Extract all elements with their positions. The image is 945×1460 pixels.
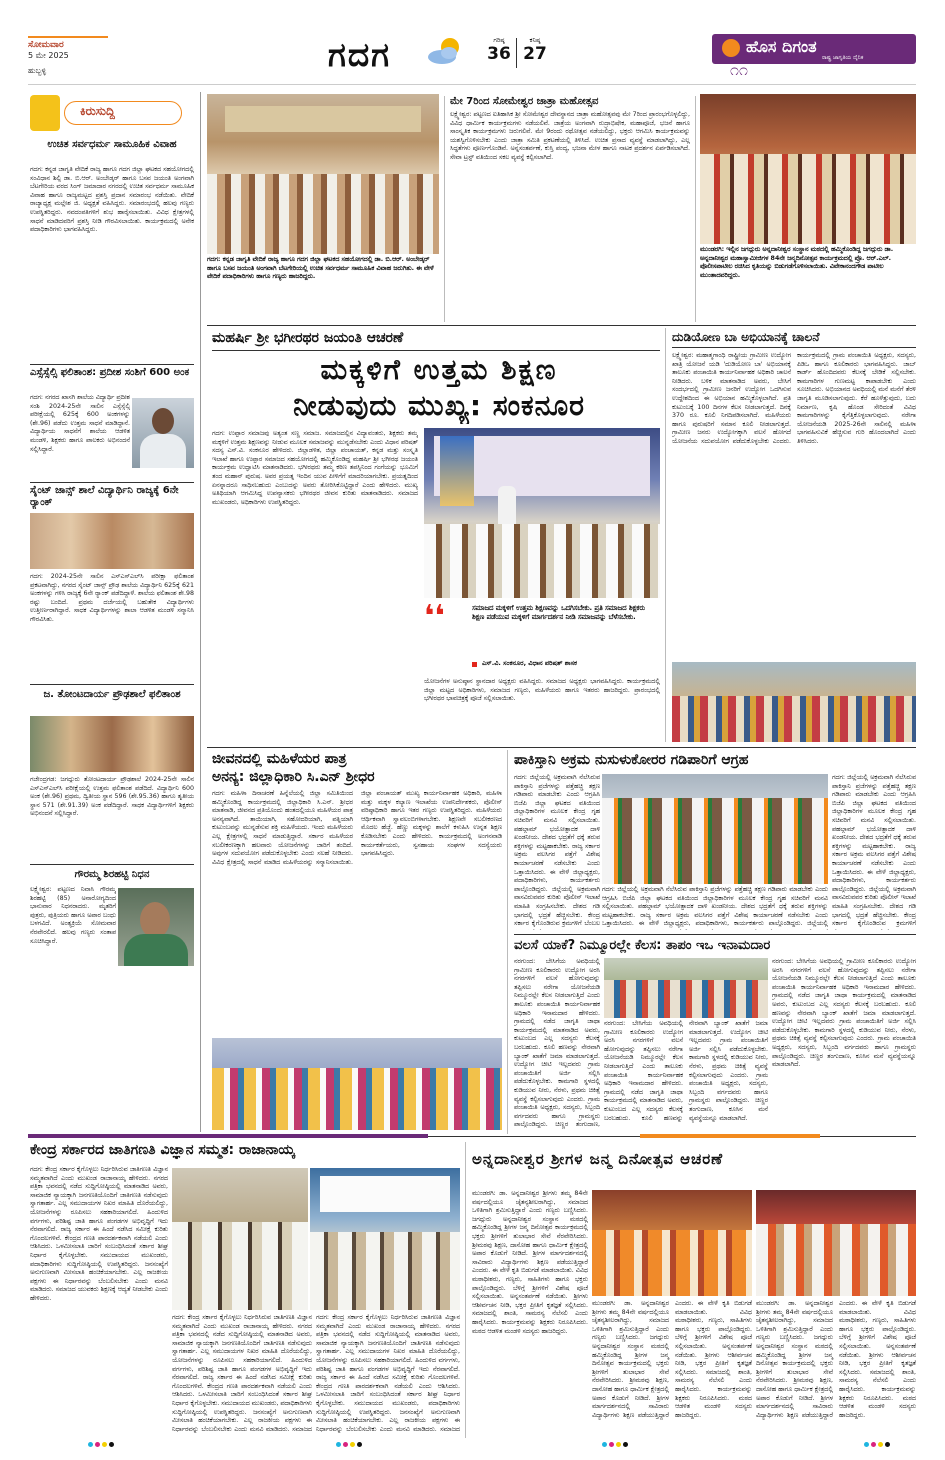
student-photo bbox=[132, 398, 194, 468]
s4-title: ಜ. ತೋಂಟದಾರ್ಯ ಪ್ರೌಢಶಾಲೆ ಫಲಿತಾಂಶ bbox=[43, 689, 181, 700]
s2-title: ಎಸ್ಸೆಸ್ಸೆಲ್ಸಿ ಫಲಿತಾಂಶ: ಪ್ರದೀಶ ಸಂಶಿಗೆ 600 ಅಂಕ bbox=[30, 367, 190, 378]
birthday-title: ಅನ್ನದಾನೀಶ್ವರ ಶ್ರೀಗಳ ಜನ್ಮ ದಿನೋತ್ಸವ ಆಚರಣೆ bbox=[472, 1150, 724, 1168]
pak-photo bbox=[602, 774, 828, 884]
women-title-2: ಅನನ್ಯ: ಜಿಲ್ಲಾಧಿಕಾರಿ ಸಿ.ಎನ್ ಶ್ರೀಧರ bbox=[212, 769, 375, 785]
migration-title: ವಲಸೆ ಯಾಕೆ? ನಿಮ್ಮೂರಲ್ಲೇ ಕೆಲಸ: ತಾಪಂ ಇಒ ಇನಾಮದಾರ bbox=[514, 938, 771, 953]
birthday-text-1: ಮುಂಡರಗಿ: ಡಾ. ಅನ್ನದಾನೀಶ್ವರ ಶ್ರೀಗಳು ತಮ್ಮ 84ನೇ ವರ್ಷದಲ್ಲಿಯೂ ಚೈತನ್ಯಶೀಲರಾಗಿದ್ದು, ಸಮಾಜದ ಒಳಿತಿಗಾಗಿ ಶ್ರಮಿಸುತ್ತಿದ್ದಾರೆ ಎಂದು ಗಣ್ಯರು ಬಣ್ಣಿಸಿದರು. ಜಗದ್ಗುರು ಅನ್ನದಾನೀಶ್ವರ ಸಂಸ್ಥಾನ ಮಠದಲ್ಲಿ ಹಮ್ಮಿಕೊಂಡಿದ್ದ ಶ್ರೀಗಳ ಜನ್ಮ ದಿನೋತ್ಸವ ಕಾರ್ಯಕ್ರಮದಲ್ಲಿ ಭಕ್ತರು ಶ್ರೀಗಳಿಗೆ ತುಲಾಭಾರ ಸೇವೆ ನೆರವೇರಿಸಿದರು. ಶ್ರೀಮಠವು ಶಿಕ್ಷಣ, ದಾಸೋಹ ಹಾಗೂ ಧಾರ್ಮಿಕ ಕ್ಷೇತ್ರದಲ್ಲಿ ಅಪಾರ ಕೊಡುಗೆ ನೀಡಿದೆ. ಶ್ರೀಗಳ ಮಾರ್ಗದರ್ಶನದಲ್ಲಿ ಸಾವಿರಾರು ವಿದ್ಯಾರ್ಥಿಗಳು ಶಿಕ್ಷಣ ಪಡೆಯುತ್ತಿದ್ದಾರೆ ಎಂದರು. ಈ ವೇಳೆ ಕೃತಿ ಬಿಡುಗಡೆ ಮಾಡಲಾಯಿತು. ವಿವಿಧ ಮಠಾಧೀಶರು, ಗಣ್ಯರು, ಸಾಹಿತಿಗಳು ಹಾಗೂ ಭಕ್ತರು ಪಾಲ್ಗೊಂಡಿದ್ದರು. ಬೆಳಿಗ್ಗೆ ಶ್ರೀಗಳಿಗೆ ವಿಶೇಷ ಪೂಜೆ ಸಲ್ಲಿಸಲಾಯಿತು. ಅನ್ನಸಂತರ್ಪಣೆ ನಡೆಯಿತು. ಶ್ರೀಗಳು ಆಶೀರ್ವಚನ ನೀಡಿ, ಭಕ್ತರ ಪ್ರೀತಿಗೆ ಕೃತಜ್ಞತೆ ಸಲ್ಲಿಸಿದರು. ಸಮಾಜದಲ್ಲಿ ಶಾಂತಿ, ಸಾಮರಸ್ಯ ನೆಲೆಸಲಿ ಎಂದು ಹಾರೈಸಿದರು. ಕಾರ್ಯಕ್ರಮವನ್ನು ಶಿಕ್ಷಕರು ನಿರೂಪಿಸಿದರು. ಮಠದ ಆಡಳಿತ ಮಂಡಳಿ ಸದಸ್ಯರು ಹಾಜರಿದ್ದರು. bbox=[472, 1190, 588, 1335]
feature-text-2: ಯೋಜನೆಗಳ ಅನುಷ್ಠಾನ ಸ್ಥಾನದಾರ ಅಧ್ಯಕ್ಷರು ವಹಿಸಿದ್ದರು. ಸಮಾಜದ ಅಧ್ಯಕ್ಷರು ಭಾಗವಹಿಸಿದ್ದರು. ಕಾರ್ಯಕ್ರಮದಲ್ಲಿ ಜಿಲ್ಲಾ ಮಟ್ಟದ ಅಧಿಕಾರಿಗಳು, ಸಮಾಜದ ಗಣ್ಯರು, ಮಹಿಳೆಯರು ಹಾಗೂ ಇತರರು ಹಾಜರಿದ್ದರು. ಪ್ರಾರಂಭದಲ್ಲಿ ಭಗೀರಥರ ಭಾವಚಿತ್ರಕ್ಕೆ ಪೂಜೆ ಸಲ್ಲಿಸಲಾಯಿತು. bbox=[424, 678, 660, 703]
masthead-rule bbox=[28, 84, 916, 85]
feature-text: ಗದಗ: ಉಪ್ಪಾರ ಸಮಾಜವು ಅತ್ಯಂತ ಸಣ್ಣ ಸಮಾಜ. ಸಮಾಜದಲ್ಲಿನ ವಿದ್ಯಾವಂತರು, ಶಿಕ್ಷಕರು ತಮ್ಮ ಮಕ್ಕಳಿಗೆ ಉತ್ತಮ ಶಿಕ್ಷಣವನ್ನು ನೀಡುವ ಮೂಲಕ ಸಮಾಜವನ್ನು ಮುನ್ನಡೆಸಬೇಕು ಎಂದು ವಿಧಾನ ಪರಿಷತ್ ಸದಸ್ಯ ಎಸ್.ವಿ. ಸಂಕನೂರ ಹೇಳಿದರು. ಜಿಲ್ಲಾಡಳಿತ, ಜಿಲ್ಲಾ ಪಂಚಾಯತ್, ಕನ್ನಡ ಮತ್ತು ಸಂಸ್ಕೃತಿ ಇಲಾಖೆ ಹಾಗೂ ಉಪ್ಪಾರ ಸಮಾಜದ ಸಹಯೋಗದಲ್ಲಿ ಹಮ್ಮಿಕೊಂಡಿದ್ದ ಮಹರ್ಷಿ ಶ್ರೀ ಭಗೀರಥ ಜಯಂತಿ ಕಾರ್ಯಕ್ರಮ ಉದ್ಘಾಟಿಸಿ ಮಾತನಾಡಿದರು. ಭಗೀರಥರು ತಮ್ಮ ಕಠಿಣ ತಪಸ್ಸಿನಿಂದ ಗಂಗೆಯನ್ನು ಭೂಮಿಗೆ ತಂದ ಮಹಾನ್ ಪುರುಷ. ಅವರ ಪ್ರಯತ್ನ ಇಂದಿನ ಯುವ ಪೀಳಿಗೆಗೆ ಮಾದರಿಯಾಗಬೇಕು. ಪ್ರಯತ್ನದಿಂದ ಏನನ್ನಾದರೂ ಸಾಧಿಸಬಹುದು ಎಂಬುದನ್ನು ಅವರು ತೋರಿಸಿಕೊಟ್ಟಿದ್ದಾರೆ ಎಂದು ಹೇಳಿದರು. ಮುಖ್ಯ ಅತಿಥಿಯಾಗಿ ಆಗಮಿಸಿದ್ದ ಉಪನ್ಯಾಸಕರು ಭಗೀರಥರ ಜೀವನ ಕುರಿತು ಮಾತನಾಡಿದರು. ಸಮಾಜದ ಮುಖಂಡರು, ಅಧಿಕಾರಿಗಳು ಉಪಸ್ಥಿತರಿದ್ದರು. bbox=[212, 430, 418, 506]
feature-kicker-rule bbox=[212, 350, 660, 351]
s2-text: ಗದಗ: ನಗರದ ಖಾಸಗಿ ಶಾಲೆಯ ವಿದ್ಯಾರ್ಥಿ ಪ್ರದೀಶ ಸಂಶಿ 2024-25ನೇ ಸಾಲಿನ ಎಸ್ಸೆಸ್ಸೆಲ್ಸಿ ಪರೀಕ್ಷೆಯಲ್ಲಿ 625ಕ್ಕೆ 600 ಅಂಕಗಳನ್ನು (ಶೇ.96) ಪಡೆದು ಉತ್ತಮ ಸಾಧನೆ ಮಾಡಿದ್ದಾನೆ. ವಿದ್ಯಾರ್ಥಿಯ ಸಾಧನೆಗೆ ಶಾಲೆಯ ಆಡಳಿತ ಮಂಡಳಿ, ಶಿಕ್ಷಕರು ಹಾಗೂ ಪಾಲಕರು ಅಭಿನಂದನೆ ಸಲ್ಲಿಸಿದ್ದಾರೆ. bbox=[30, 394, 130, 453]
weather-icon bbox=[424, 36, 468, 66]
s3-title: ಸೈಂಟ್ ಜಾನ್ಸ್ ಶಾಲೆ ವಿದ್ಯಾರ್ಥಿನಿ ರಾಜ್ಯಕ್ಕೆ 6ನೇ ರ್‍ಯಾಂಕ್ bbox=[30, 485, 179, 508]
caste-text-3: ಗದಗ: ಕೇಂದ್ರ ಸರ್ಕಾರ ಕೈಗೊಳ್ಳಲು ನಿರ್ಧರಿಸಿರುವ ಜಾತಿಗಣತಿ ವಿಜ್ಞಾನ ಸಮ್ಮತವಾಗಿದೆ ಎಂದು ಮುಖಂಡ ರಾಜಾನಾಯ್ಕ ಹೇಳಿದರು. ನಗರದ ಪತ್ರಿಕಾ ಭವನದಲ್ಲಿ ನಡೆದ ಸುದ್ದಿಗೋಷ್ಠಿಯಲ್ಲಿ ಮಾತನಾಡಿದ ಅವರು, ಸಾಮಾಜಿಕ ನ್ಯಾಯಕ್ಕಾಗಿ ಜನಗಣತಿಯೊಂದಿಗೆ ಜಾತಿಗಣತಿ ನಡೆಸುವುದು ಸ್ವಾಗತಾರ್ಹ. ಎಲ್ಲ ಸಮುದಾಯಗಳ ನಿಖರ ಮಾಹಿತಿ ದೊರೆಯಲಿದ್ದು, ಯೋಜನೆಗಳನ್ನು ರೂಪಿಸಲು ಸಹಕಾರಿಯಾಗಲಿದೆ. ಹಿಂದುಳಿದ ವರ್ಗಗಳು, ಪರಿಶಿಷ್ಟ ಜಾತಿ ಹಾಗೂ ಪಂಗಡಗಳ ಅಭಿವೃದ್ಧಿಗೆ ಇದು ನೆರವಾಗಲಿದೆ. ರಾಜ್ಯ ಸರ್ಕಾರ ಈ ಹಿಂದೆ ನಡೆಸಿದ ಸಮೀಕ್ಷೆ ಕುರಿತು ಗೊಂದಲಗಳಿವೆ. ಕೇಂದ್ರದ ಗಣತಿ ಪಾರದರ್ಶಕವಾಗಿ ನಡೆಯಲಿ ಎಂದು ಆಶಿಸಿದರು. ಒಳಮೀಸಲಾತಿ ಜಾರಿಗೆ ಸಂಬಂಧಿಸಿದಂತೆ ಸರ್ಕಾರ ಶೀಘ್ರ ನಿರ್ಧಾರ ಕೈಗೊಳ್ಳಬೇಕು. ಸಮುದಾಯದ ಮುಖಂಡರು, ಪದಾಧಿಕಾರಿಗಳು ಸುದ್ದಿಗೋಷ್ಠಿಯಲ್ಲಿ ಉಪಸ್ಥಿತರಿದ್ದರು. ಜನಸಂಖ್ಯೆಗೆ ಅನುಗುಣವಾಗಿ ಮೀಸಲಾತಿ ಹಂಚಿಕೆಯಾಗಬೇಕು. ಎಲ್ಲ ರಾಜಕೀಯ ಪಕ್ಷಗಳು ಈ ನಿರ್ಧಾರವನ್ನು ಬೆಂಬಲಿಸಬೇಕು ಎಂದು ಮನವಿ ಮಾಡಿದರು. ಸಮಾಜದ bbox=[316, 1314, 460, 1433]
press-meet-seated bbox=[172, 1222, 308, 1310]
migration-text-2: ನರಗುಂದ: ಬೇಸಿಗೆಯ ಅವಧಿಯಲ್ಲಿ ಗ್ರಾಮೀಣ ಕೂಲಿಕಾರರು ಉದ್ಯೋಗ ಅರಸಿ ನಗರಗಳಿಗೆ ವಲಸೆ ಹೋಗುವುದನ್ನು ತಪ್ಪಿಸಲು ನರೇಗಾ ಯೋಜನೆಯಡಿ ನಿಮ್ಮೂರಲ್ಲೇ ಕೆಲಸ ನೀಡಲಾಗುತ್ತಿದೆ ಎಂದು ತಾಲೂಕು ಪಂಚಾಯಿತಿ ಕಾರ್ಯನಿರ್ವಾಹಕ ಅಧಿಕಾರಿ ಇನಾಮದಾರ ಹೇಳಿದರು. ಗ್ರಾಮದಲ್ಲಿ ನಡೆದ ಜಾಗೃತಿ ಜಾಥಾ ಕಾರ್ಯಕ್ರಮದಲ್ಲಿ ಮಾತನಾಡಿದ ಅವರು, ಕುಟುಂಬದ ಎಲ್ಲ ಸದಸ್ಯರು ಕೆಲಸಕ್ಕೆ ಬರಬಹುದು. ಕೂಲಿ ಹಣವನ್ನು ನೇರವಾಗಿ ಬ್ಯಾಂಕ್ ಖಾತೆಗೆ ಜಮಾ ಮಾಡಲಾಗುತ್ತದೆ. ಉದ್ಯೋಗ ಚೀಟಿ ಇಲ್ಲದವರು ಗ್ರಾಮ ಪಂಚಾಯಿತಿಗೆ ಅರ್ಜಿ ಸಲ್ಲಿಸಿ ಪಡೆದುಕೊಳ್ಳಬೇಕು. ಕಾಮಗಾರಿ ಸ್ಥಳದಲ್ಲಿ ಕುಡಿಯುವ ನೀರು, ನೆರಳು, ಪ್ರಥಮ ಚಿಕಿತ್ಸೆ ವ್ಯವಸ್ಥೆ ಕಲ್ಪಿಸಲಾಗುವುದು ಎಂದರು. ಗ್ರಾಮ ಪಂಚಾಯಿತಿ ಅಧ್ಯಕ್ಷರು, ಸದಸ್ಯರು, ಸಿಬ್ಬಂದಿ ವರ್ಗದವರು ಹಾಗೂ ಗ್ರಾಮಸ್ಥರು ಪಾಲ್ಗೊಂಡಿದ್ದರು. ಚಿಣ್ಣರ ತಂಗುದಾಣ, ಕೂಸಿನ ಮನೆ ವ್ಯವಸ್ಥೆಯನ್ನೂ ಮಾಡಲಾಗಿದೆ. bbox=[604, 1020, 768, 1122]
press-meet-banner bbox=[320, 1176, 450, 1212]
wedding-banner bbox=[225, 106, 421, 132]
pak-bottom-rule bbox=[514, 934, 916, 935]
min-temp-label: ಕನಿಷ್ಠ bbox=[529, 36, 541, 44]
student-shirt bbox=[140, 434, 186, 468]
day-label: ಸೋಮವಾರ bbox=[28, 40, 64, 50]
feature-photo bbox=[424, 428, 660, 598]
brand-label: ಕಿರುಸುದ್ದಿ bbox=[80, 104, 115, 118]
max-temp-block bbox=[484, 36, 514, 65]
feature-quote-box bbox=[424, 599, 656, 674]
jatre-title: ಮೇ 7ರಿಂದ ಸೋಮೇಶ್ವರ ಜಾತ್ರಾ ಮಹೋತ್ಸವ bbox=[450, 96, 599, 107]
bhagiratha-banner-figure bbox=[440, 436, 474, 506]
obituary-face bbox=[140, 902, 170, 938]
lower-accent-bar-left bbox=[28, 1134, 428, 1138]
s3-rule bbox=[30, 684, 194, 685]
caste-title: ಕೇಂದ್ರ ಸರ್ಕಾರದ ಜಾತಿಗಣತಿ ವಿಜ್ಞಾನ ಸಮ್ಮತ: ರಾಜಾನಾಯ್ಕ bbox=[30, 1142, 295, 1158]
page-title: ಗದಗ bbox=[328, 35, 392, 74]
birthday-text-2: ಮುಂಡರಗಿ: ಡಾ. ಅನ್ನದಾನೀಶ್ವರ ಶ್ರೀಗಳು ತಮ್ಮ 84ನೇ ವರ್ಷದಲ್ಲಿಯೂ ಚೈತನ್ಯಶೀಲರಾಗಿದ್ದು, ಸಮಾಜದ ಒಳಿತಿಗಾಗಿ ಶ್ರಮಿಸುತ್ತಿದ್ದಾರೆ ಎಂದು ಗಣ್ಯರು ಬಣ್ಣಿಸಿದರು. ಜಗದ್ಗುರು ಅನ್ನದಾನೀಶ್ವರ ಸಂಸ್ಥಾನ ಮಠದಲ್ಲಿ ಹಮ್ಮಿಕೊಂಡಿದ್ದ ಶ್ರೀಗಳ ಜನ್ಮ ದಿನೋತ್ಸವ ಕಾರ್ಯಕ್ರಮದಲ್ಲಿ ಭಕ್ತರು ಶ್ರೀಗಳಿಗೆ ತುಲಾಭಾರ ಸೇವೆ ನೆರವೇರಿಸಿದರು. ಶ್ರೀಮಠವು ಶಿಕ್ಷಣ, ದಾಸೋಹ ಹಾಗೂ ಧಾರ್ಮಿಕ ಕ್ಷೇತ್ರದಲ್ಲಿ ಅಪಾರ ಕೊಡುಗೆ ನೀಡಿದೆ. ಶ್ರೀಗಳ ಮಾರ್ಗದರ್ಶನದಲ್ಲಿ ಸಾವಿರಾರು ವಿದ್ಯಾರ್ಥಿಗಳು ಶಿಕ್ಷಣ ಪಡೆಯುತ್ತಿದ್ದಾರೆ ಎಂದರು. ಈ ವೇಳೆ ಕೃತಿ ಬಿಡುಗಡೆ ಮಾಡಲಾಯಿತು. ವಿವಿಧ ಮಠಾಧೀಶರು, ಗಣ್ಯರು, ಸಾಹಿತಿಗಳು ಹಾಗೂ ಭಕ್ತರು ಪಾಲ್ಗೊಂಡಿದ್ದರು. ಬೆಳಿಗ್ಗೆ ಶ್ರೀಗಳಿಗೆ ವಿಶೇಷ ಪೂಜೆ ಸಲ್ಲಿಸಲಾಯಿತು. ಅನ್ನಸಂತರ್ಪಣೆ ನಡೆಯಿತು. ಶ್ರೀಗಳು ಆಶೀರ್ವಚನ ನೀಡಿ, ಭಕ್ತರ ಪ್ರೀತಿಗೆ ಕೃತಜ್ಞತೆ ಸಲ್ಲಿಸಿದರು. ಸಮಾಜದಲ್ಲಿ ಶಾಂತಿ, ಸಾಮರಸ್ಯ ನೆಲೆಸಲಿ ಎಂದು ಹಾರೈಸಿದರು. ಕಾರ್ಯಕ್ರಮವನ್ನು ಶಿಕ್ಷಕರು ನಿರೂಪಿಸಿದರು. ಮಠದ ಆಡಳಿತ ಮಂಡಳಿ ಸದಸ್ಯರು ಹಾಜರಿದ್ದರು. bbox=[592, 1300, 752, 1419]
registration-dots-mid bbox=[336, 1442, 362, 1447]
pak-text-2: ಗದಗ: ಜಿಲ್ಲೆಯಲ್ಲಿ ಅಕ್ರಮವಾಗಿ ನೆಲೆಸಿರುವ ಪಾಕಿಸ್ತಾನಿ ಪ್ರಜೆಗಳನ್ನು ಪತ್ತೆಹಚ್ಚಿ ತಕ್ಷಣ ಗಡಿಪಾರು ಮಾಡಬೇಕು ಎಂದು ಆಗ್ರಹಿಸಿ ಬಿಜೆಪಿ ಜಿಲ್ಲಾ ಘಟಕದ ವತಿಯಿಂದ ಜಿಲ್ಲಾಧಿಕಾರಿಗಳ ಮೂಲಕ ಕೇಂದ್ರ ಗೃಹ ಸಚಿವರಿಗೆ ಮನವಿ ಸಲ್ಲಿಸಲಾಯಿತು. ಪಹಲ್ಗಾಮ್ ಭಯೋತ್ಪಾದಕ ದಾಳಿ ಖಂಡನೀಯ. ದೇಶದ ಭದ್ರತೆಗೆ ಧಕ್ಕೆ ತರುವ ಶಕ್ತಿಗಳನ್ನು ಮಟ್ಟಹಾಕಬೇಕು. ರಾಜ್ಯ ಸರ್ಕಾರ ಅಕ್ರಮ ವಲಸಿಗರ ಪತ್ತೆಗೆ ವಿಶೇಷ ಕಾರ್ಯಾಚರಣೆ ನಡೆಸಬೇಕು ಎಂದು ಒತ್ತಾಯಿಸಿದರು. ಈ ವೇಳೆ ಜಿಲ್ಲಾಧ್ಯಕ್ಷರು, ಪದಾಧಿಕಾರಿಗಳು, ಕಾರ್ಯಕರ್ತರು ಪಾಲ್ಗೊಂಡಿದ್ದರು. ಜಿಲ್ಲೆಯಲ್ಲಿ bbox=[602, 886, 828, 928]
feature-headline-1: ಮಕ್ಕಳಿಗೆ ಉತ್ತಮ ಶಿಕ್ಷಣ bbox=[320, 353, 558, 386]
registration-dots-far bbox=[864, 1442, 890, 1447]
lower-accent-bar-right bbox=[640, 1134, 820, 1138]
s4-rule bbox=[30, 864, 194, 865]
pak-text-3: ಗದಗ: ಜಿಲ್ಲೆಯಲ್ಲಿ ಅಕ್ರಮವಾಗಿ ನೆಲೆಸಿರುವ ಪಾಕಿಸ್ತಾನಿ ಪ್ರಜೆಗಳನ್ನು ಪತ್ತೆಹಚ್ಚಿ ತಕ್ಷಣ ಗಡಿಪಾರು ಮಾಡಬೇಕು ಎಂದು ಆಗ್ರಹಿಸಿ ಬಿಜೆಪಿ ಜಿಲ್ಲಾ ಘಟಕದ ವತಿಯಿಂದ ಜಿಲ್ಲಾಧಿಕಾರಿಗಳ ಮೂಲಕ ಕೇಂದ್ರ ಗೃಹ ಸಚಿವರಿಗೆ ಮನವಿ ಸಲ್ಲಿಸಲಾಯಿತು. ಪಹಲ್ಗಾಮ್ ಭಯೋತ್ಪಾದಕ ದಾಳಿ ಖಂಡನೀಯ. ದೇಶದ ಭದ್ರತೆಗೆ ಧಕ್ಕೆ ತರುವ ಶಕ್ತಿಗಳನ್ನು ಮಟ್ಟಹಾಕಬೇಕು. ರಾಜ್ಯ ಸರ್ಕಾರ ಅಕ್ರಮ ವಲಸಿಗರ ಪತ್ತೆಗೆ ವಿಶೇಷ ಕಾರ್ಯಾಚರಣೆ ನಡೆಸಬೇಕು ಎಂದು ಒತ್ತಾಯಿಸಿದರು. ಈ ವೇಳೆ ಜಿಲ್ಲಾಧ್ಯಕ್ಷರು, ಪದಾಧಿಕಾರಿಗಳು, ಕಾರ್ಯಕರ್ತರು ಪಾಲ್ಗೊಂಡಿದ್ದರು. ಜಿಲ್ಲೆಯಲ್ಲಿ ಅಕ್ರಮವಾಗಿ ವಾಸವಿರುವವರ ಕುರಿತು ಪೊಲೀಸ್ ಇಲಾಖೆ ಮಾಹಿತಿ ಸಂಗ್ರಹಿಸಬೇಕು. ದೇಶದ ಗಡಿ ಭಾಗದಲ್ಲಿ ಭದ್ರತೆ ಹೆಚ್ಚಿಸಬೇಕು. ಕೇಂದ್ರ ಸರ್ಕಾರ ಕೈಗೊಂಡಿರುವ ಕ್ರಮಗಳಿಗೆ bbox=[832, 774, 916, 928]
max-temp-label: ಗರಿಷ್ಠ bbox=[493, 36, 505, 44]
caste-birthday-rule bbox=[465, 1142, 466, 1438]
birthday-text-3: ಮುಂಡರಗಿ: ಡಾ. ಅನ್ನದಾನೀಶ್ವರ ಶ್ರೀಗಳು ತಮ್ಮ 84ನೇ ವರ್ಷದಲ್ಲಿಯೂ ಚೈತನ್ಯಶೀಲರಾಗಿದ್ದು, ಸಮಾಜದ ಒಳಿತಿಗಾಗಿ ಶ್ರಮಿಸುತ್ತಿದ್ದಾರೆ ಎಂದು ಗಣ್ಯರು ಬಣ್ಣಿಸಿದರು. ಜಗದ್ಗುರು ಅನ್ನದಾನೀಶ್ವರ ಸಂಸ್ಥಾನ ಮಠದಲ್ಲಿ ಹಮ್ಮಿಕೊಂಡಿದ್ದ ಶ್ರೀಗಳ ಜನ್ಮ ದಿನೋತ್ಸವ ಕಾರ್ಯಕ್ರಮದಲ್ಲಿ ಭಕ್ತರು ಶ್ರೀಗಳಿಗೆ ತುಲಾಭಾರ ಸೇವೆ ನೆರವೇರಿಸಿದರು. ಶ್ರೀಮಠವು ಶಿಕ್ಷಣ, ದಾಸೋಹ ಹಾಗೂ ಧಾರ್ಮಿಕ ಕ್ಷೇತ್ರದಲ್ಲಿ ಅಪಾರ ಕೊಡುಗೆ ನೀಡಿದೆ. ಶ್ರೀಗಳ ಮಾರ್ಗದರ್ಶನದಲ್ಲಿ ಸಾವಿರಾರು ವಿದ್ಯಾರ್ಥಿಗಳು ಶಿಕ್ಷಣ ಪಡೆಯುತ್ತಿದ್ದಾರೆ ಎಂದರು. ಈ ವೇಳೆ ಕೃತಿ ಬಿಡುಗಡೆ ಮಾಡಲಾಯಿತು. ವಿವಿಧ ಮಠಾಧೀಶರು, ಗಣ್ಯರು, ಸಾಹಿತಿಗಳು ಹಾಗೂ ಭಕ್ತರು ಪಾಲ್ಗೊಂಡಿದ್ದರು. ಬೆಳಿಗ್ಗೆ ಶ್ರೀಗಳಿಗೆ ವಿಶೇಷ ಪೂಜೆ ಸಲ್ಲಿಸಲಾಯಿತು. ಅನ್ನಸಂತರ್ಪಣೆ ನಡೆಯಿತು. ಶ್ರೀಗಳು ಆಶೀರ್ವಚನ ನೀಡಿ, ಭಕ್ತರ ಪ್ರೀತಿಗೆ ಕೃತಜ್ಞತೆ ಸಲ್ಲಿಸಿದರು. ಸಮಾಜದಲ್ಲಿ ಶಾಂತಿ, ಸಾಮರಸ್ಯ ನೆಲೆಸಲಿ ಎಂದು ಹಾರೈಸಿದರು. ಕಾರ್ಯಕ್ರಮವನ್ನು ಶಿಕ್ಷಕರು ನಿರೂಪಿಸಿದರು. ಮಠದ ಆಡಳಿತ ಮಂಡಳಿ ಸದಸ್ಯರು ಹಾಜರಿದ್ದರು. bbox=[756, 1300, 916, 1419]
book-release-photo bbox=[700, 94, 916, 244]
quote-text: ಸಮಾಜದ ಮಕ್ಕಳಿಗೆ ಉತ್ತಮ ಶಿಕ್ಷಣವನ್ನು ಒದಗಿಸಬೇಕು. ಪ್ರತಿ ಸಮಾಜದ ಶಿಕ್ಷಕರು ಶಿಕ್ಷಣ ಪಡೆಯುವ ಮಕ್ಕಳಿಗೆ ಮಾರ್ಗದರ್ಶನ ನೀಡಿ ಸಮಾಜವನ್ನು ಬೆಳೆಸಬೇಕು. bbox=[472, 604, 646, 621]
campaign-title-rule bbox=[672, 347, 916, 348]
s2-rule bbox=[30, 482, 194, 483]
sidebar-column-rule bbox=[200, 92, 201, 1132]
pak-text-1: ಗದಗ: ಜಿಲ್ಲೆಯಲ್ಲಿ ಅಕ್ರಮವಾಗಿ ನೆಲೆಸಿರುವ ಪಾಕಿಸ್ತಾನಿ ಪ್ರಜೆಗಳನ್ನು ಪತ್ತೆಹಚ್ಚಿ ತಕ್ಷಣ ಗಡಿಪಾರು ಮಾಡಬೇಕು ಎಂದು ಆಗ್ರಹಿಸಿ ಬಿಜೆಪಿ ಜಿಲ್ಲಾ ಘಟಕದ ವತಿಯಿಂದ ಜಿಲ್ಲಾಧಿಕಾರಿಗಳ ಮೂಲಕ ಕೇಂದ್ರ ಗೃಹ ಸಚಿವರಿಗೆ ಮನವಿ ಸಲ್ಲಿಸಲಾಯಿತು. ಪಹಲ್ಗಾಮ್ ಭಯೋತ್ಪಾದಕ ದಾಳಿ ಖಂಡನೀಯ. ದೇಶದ ಭದ್ರತೆಗೆ ಧಕ್ಕೆ ತರುವ ಶಕ್ತಿಗಳನ್ನು ಮಟ್ಟಹಾಕಬೇಕು. ರಾಜ್ಯ ಸರ್ಕಾರ ಅಕ್ರಮ ವಲಸಿಗರ ಪತ್ತೆಗೆ ವಿಶೇಷ ಕಾರ್ಯಾಚರಣೆ ನಡೆಸಬೇಕು ಎಂದು ಒತ್ತಾಯಿಸಿದರು. ಈ ವೇಳೆ ಜಿಲ್ಲಾಧ್ಯಕ್ಷರು, ಪದಾಧಿಕಾರಿಗಳು, ಕಾರ್ಯಕರ್ತರು ಪಾಲ್ಗೊಂಡಿದ್ದರು. ಜಿಲ್ಲೆಯಲ್ಲಿ ಅಕ್ರಮವಾಗಿ ವಾಸವಿರುವವರ ಕುರಿತು ಪೊಲೀಸ್ ಇಲಾಖೆ ಮಾಹಿತಿ ಸಂಗ್ರಹಿಸಬೇಕು. ದೇಶದ ಗಡಿ ಭಾಗದಲ್ಲಿ ಭದ್ರತೆ ಹೆಚ್ಚಿಸಬೇಕು. ಕೇಂದ್ರ ಸರ್ಕಾರ ಕೈಗೊಂಡಿರುವ ಕ್ರಮಗಳಿಗೆ ಬೆಂಬಲ bbox=[514, 774, 600, 928]
birthday-photo-left bbox=[592, 1190, 752, 1296]
caste-text-2: ಗದಗ: ಕೇಂದ್ರ ಸರ್ಕಾರ ಕೈಗೊಳ್ಳಲು ನಿರ್ಧರಿಸಿರುವ ಜಾತಿಗಣತಿ ವಿಜ್ಞಾನ ಸಮ್ಮತವಾಗಿದೆ ಎಂದು ಮುಖಂಡ ರಾಜಾನಾಯ್ಕ ಹೇಳಿದರು. ನಗರದ ಪತ್ರಿಕಾ ಭವನದಲ್ಲಿ ನಡೆದ ಸುದ್ದಿಗೋಷ್ಠಿಯಲ್ಲಿ ಮಾತನಾಡಿದ ಅವರು, ಸಾಮಾಜಿಕ ನ್ಯಾಯಕ್ಕಾಗಿ ಜನಗಣತಿಯೊಂದಿಗೆ ಜಾತಿಗಣತಿ ನಡೆಸುವುದು ಸ್ವಾಗತಾರ್ಹ. ಎಲ್ಲ ಸಮುದಾಯಗಳ ನಿಖರ ಮಾಹಿತಿ ದೊರೆಯಲಿದ್ದು, ಯೋಜನೆಗಳನ್ನು ರೂಪಿಸಲು ಸಹಕಾರಿಯಾಗಲಿದೆ. ಹಿಂದುಳಿದ ವರ್ಗಗಳು, ಪರಿಶಿಷ್ಟ ಜಾತಿ ಹಾಗೂ ಪಂಗಡಗಳ ಅಭಿವೃದ್ಧಿಗೆ ಇದು ನೆರವಾಗಲಿದೆ. ರಾಜ್ಯ ಸರ್ಕಾರ ಈ ಹಿಂದೆ ನಡೆಸಿದ ಸಮೀಕ್ಷೆ ಕುರಿತು ಗೊಂದಲಗಳಿವೆ. ಕೇಂದ್ರದ ಗಣತಿ ಪಾರದರ್ಶಕವಾಗಿ ನಡೆಯಲಿ ಎಂದು ಆಶಿಸಿದರು. ಒಳಮೀಸಲಾತಿ ಜಾರಿಗೆ ಸಂಬಂಧಿಸಿದಂತೆ ಸರ್ಕಾರ ಶೀಘ್ರ ನಿರ್ಧಾರ ಕೈಗೊಳ್ಳಬೇಕು. ಸಮುದಾಯದ ಮುಖಂಡರು, ಪದಾಧಿಕಾರಿಗಳು ಸುದ್ದಿಗೋಷ್ಠಿಯಲ್ಲಿ ಉಪಸ್ಥಿತರಿದ್ದರು. ಜನಸಂಖ್ಯೆಗೆ ಅನುಗುಣವಾಗಿ ಮೀಸಲಾತಿ ಹಂಚಿಕೆಯಾಗಬೇಕು. ಎಲ್ಲ ರಾಜಕೀಯ ಪಕ್ಷಗಳು ಈ ನಿರ್ಧಾರವನ್ನು ಬೆಂಬಲಿಸಬೇಕು ಎಂದು ಮನವಿ ಮಾಡಿದರು. ಸಮಾಜದ bbox=[172, 1314, 312, 1433]
caste-text-1: ಗದಗ: ಕೇಂದ್ರ ಸರ್ಕಾರ ಕೈಗೊಳ್ಳಲು ನಿರ್ಧರಿಸಿರುವ ಜಾತಿಗಣತಿ ವಿಜ್ಞಾನ ಸಮ್ಮತವಾಗಿದೆ ಎಂದು ಮುಖಂಡ ರಾಜಾನಾಯ್ಕ ಹೇಳಿದರು. ನಗರದ ಪತ್ರಿಕಾ ಭವನದಲ್ಲಿ ನಡೆದ ಸುದ್ದಿಗೋಷ್ಠಿಯಲ್ಲಿ ಮಾತನಾಡಿದ ಅವರು, ಸಾಮಾಜಿಕ ನ್ಯಾಯಕ್ಕಾಗಿ ಜನಗಣತಿಯೊಂದಿಗೆ ಜಾತಿಗಣತಿ ನಡೆಸುವುದು ಸ್ವಾಗತಾರ್ಹ. ಎಲ್ಲ ಸಮುದಾಯಗಳ ನಿಖರ ಮಾಹಿತಿ ದೊರೆಯಲಿದ್ದು, ಯೋಜನೆಗಳನ್ನು ರೂಪಿಸಲು ಸಹಕಾರಿಯಾಗಲಿದೆ. ಹಿಂದುಳಿದ ವರ್ಗಗಳು, ಪರಿಶಿಷ್ಟ ಜಾತಿ ಹಾಗೂ ಪಂಗಡಗಳ ಅಭಿವೃದ್ಧಿಗೆ ಇದು ನೆರವಾಗಲಿದೆ. ರಾಜ್ಯ ಸರ್ಕಾರ ಈ ಹಿಂದೆ ನಡೆಸಿದ ಸಮೀಕ್ಷೆ ಕುರಿತು ಗೊಂದಲಗಳಿವೆ. ಕೇಂದ್ರದ ಗಣತಿ ಪಾರದರ್ಶಕವಾಗಿ ನಡೆಯಲಿ ಎಂದು ಆಶಿಸಿದರು. ಒಳಮೀಸಲಾತಿ ಜಾರಿಗೆ ಸಂಬಂಧಿಸಿದಂತೆ ಸರ್ಕಾರ ಶೀಘ್ರ ನಿರ್ಧಾರ ಕೈಗೊಳ್ಳಬೇಕು. ಸಮುದಾಯದ ಮುಖಂಡರು, ಪದಾಧಿಕಾರಿಗಳು ಸುದ್ದಿಗೋಷ್ಠಿಯಲ್ಲಿ ಉಪಸ್ಥಿತರಿದ್ದರು. ಜನಸಂಖ್ಯೆಗೆ ಅನುಗುಣವಾಗಿ ಮೀಸಲಾತಿ ಹಂಚಿಕೆಯಾಗಬೇಕು. ಎಲ್ಲ ರಾಜಕೀಯ ಪಕ್ಷಗಳು ಈ ನಿರ್ಧಾರವನ್ನು ಬೆಂಬಲಿಸಬೇಕು ಎಂದು ಮನವಿ ಮಾಡಿದರು. ಸಮಾಜದ ಯುವಕರು ಶಿಕ್ಷಣಕ್ಕೆ ಆದ್ಯತೆ ನೀಡಬೇಕು ಎಂದು ಹೇಳಿದರು. bbox=[30, 1166, 168, 1302]
s4-text: ಗಜೇಂದ್ರಗಡ: ಜಗದ್ಗುರು ತೋಂಟದಾರ್ಯ ಪ್ರೌಢಶಾಲೆ 2024-25ನೇ ಸಾಲಿನ ಎಸ್ಎಸ್ಎಲ್‌ಸಿ ಪರೀಕ್ಷೆಯಲ್ಲಿ ಉತ್ತಮ ಫಲಿತಾಂಶ ಪಡೆದಿದೆ. ವಿದ್ಯಾರ್ಥಿನಿ 600 ಅಂಕ (ಶೇ.96) ಪ್ರಥಮ, ದ್ವಿತೀಯ ಸ್ಥಾನ 596 (ಶೇ.95.36) ಹಾಗೂ ತೃತೀಯ ಸ್ಥಾನ 571 (ಶೇ.91.39) ಅಂಕ ಪಡೆದಿದ್ದಾರೆ. ಸಾಧಕ ವಿದ್ಯಾರ್ಥಿಗಳಿಗೆ ಶಿಕ್ಷಕರು ಅಭಿನಂದನೆ ಸಲ್ಲಿಸಿದ್ದಾರೆ. bbox=[30, 776, 194, 818]
st-johns-photo bbox=[30, 513, 194, 569]
top-rule-2 bbox=[695, 96, 696, 322]
mid-rule bbox=[207, 747, 916, 748]
paper-tagline: ರಾಷ್ಟ್ರ ಜಾಗೃತಿಯ ದೈನಿಕ bbox=[822, 55, 864, 61]
press-meet-panel bbox=[310, 1232, 460, 1310]
school-toppers-photo bbox=[30, 716, 194, 772]
obituary-photo bbox=[118, 888, 194, 966]
book-release-caption: ಮುಂಡರಗಿ: ಇಲ್ಲಿನ ಜಗದ್ಗುರು ಅನ್ನದಾನೀಶ್ವರ ಸಂಸ್ಥಾನ ಮಠದಲ್ಲಿ ಹಮ್ಮಿಕೊಂಡಿದ್ದ ಜಗದ್ಗುರು ಡಾ. ಅನ್ನದಾನೀಶ್ವರ ಮಹಾಸ್ವಾಮೀಜಿಗಳ 84ನೇ ಜನ್ಮದಿನೋತ್ಸವ ಕಾರ್ಯಕ್ರಮದಲ್ಲಿ ಪ್ರೊ. ಆರ್.ಎಲ್. ಪೊಲೀಸಪಾಟೀಲ ರಚಿಸಿದ ಕೃತಿಯನ್ನು ಬಿಡುಗಡೆಗೊಳಿಸಲಾಯಿತು. ವಿವೇಕಾನಂದಗೌಡ ಪಾಟೀಲ ಮುಂತಾದವರಿದ್ದರು. bbox=[700, 246, 916, 322]
student-head bbox=[152, 408, 174, 434]
obituary-saree bbox=[124, 934, 188, 966]
max-temp-value: 36 bbox=[487, 44, 511, 65]
top-bottom-rule bbox=[207, 325, 916, 326]
migration-photo bbox=[604, 958, 768, 1018]
s1-rule bbox=[30, 364, 194, 365]
women-pak-rule bbox=[507, 750, 508, 1134]
s1-text: ಗದಗ: ಕನ್ನಡ ಜಾಗೃತಿ ವೇದಿಕೆ ರಾಜ್ಯ ಹಾಗೂ ಗದಗ ಜಿಲ್ಲಾ ಘಟಕದ ಸಹಯೋಗದಲ್ಲಿ ಸಂವಿಧಾನ ಶಿಲ್ಪಿ ಡಾ. ಬಿ.ಆರ್. ಅಂಬೇಡ್ಕರ್ ಹಾಗೂ ಬಸವ ಜಯಂತಿ ಅಂಗವಾಗಿ ಬೆಟಗೇರಿಯ ವರದ ಸಿಂಗ್ ಜಮಾದಾರ ನಗರದಲ್ಲಿ ಉಚಿತ ಸರ್ವಧರ್ಮ ಸಾಮೂಹಿಕ ವಿವಾಹ ಹಾಗೂ ರಾಜ್ಯಮಟ್ಟದ ಪ್ರಶಸ್ತಿ ಪ್ರದಾನ ಸಮಾರಂಭ ನಡೆಯಿತು. ವೇದಿಕೆ ರಾಜ್ಯಾಧ್ಯಕ್ಷ ಮಲ್ಲೇಶ ಜಿ. ಅಧ್ಯಕ್ಷತೆ ವಹಿಸಿದ್ದರು. ಸಮಾರಂಭದಲ್ಲಿ ಹಲವು ಗಣ್ಯರು ಉಪಸ್ಥಿತರಿದ್ದರು. ನವದಂಪತಿಗಳಿಗೆ ಶುಭ ಹಾರೈಸಲಾಯಿತು. ವಿವಿಧ ಕ್ಷೇತ್ರಗಳಲ್ಲಿ ಸಾಧನೆ ಮಾಡಿದವರಿಗೆ ಪ್ರಶಸ್ತಿ ನೀಡಿ ಗೌರವಿಸಲಾಯಿತು. ಕಾರ್ಯಕ್ರಮದಲ್ಲಿ ಅನೇಕ ಪದಾಧಿಕಾರಿಗಳು ಭಾಗವಹಿಸಿದ್ದರು. bbox=[30, 166, 194, 234]
pak-title: ಪಾಕಿಸ್ತಾನಿ ಅಕ್ರಮ ನುಸುಳುಕೋರರ ಗಡಿಪಾರಿಗೆ ಆಗ್ರಹ bbox=[514, 752, 749, 768]
caste-photo-left bbox=[172, 1168, 308, 1310]
quote-bullet-icon bbox=[472, 662, 477, 667]
migration-text-1: ನರಗುಂದ: ಬೇಸಿಗೆಯ ಅವಧಿಯಲ್ಲಿ ಗ್ರಾಮೀಣ ಕೂಲಿಕಾರರು ಉದ್ಯೋಗ ಅರಸಿ ನಗರಗಳಿಗೆ ವಲಸೆ ಹೋಗುವುದನ್ನು ತಪ್ಪಿಸಲು ನರೇಗಾ ಯೋಜನೆಯಡಿ ನಿಮ್ಮೂರಲ್ಲೇ ಕೆಲಸ ನೀಡಲಾಗುತ್ತಿದೆ ಎಂದು ತಾಲೂಕು ಪಂಚಾಯಿತಿ ಕಾರ್ಯನಿರ್ವಾಹಕ ಅಧಿಕಾರಿ ಇನಾಮದಾರ ಹೇಳಿದರು. ಗ್ರಾಮದಲ್ಲಿ ನಡೆದ ಜಾಗೃತಿ ಜಾಥಾ ಕಾರ್ಯಕ್ರಮದಲ್ಲಿ ಮಾತನಾಡಿದ ಅವರು, ಕುಟುಂಬದ ಎಲ್ಲ ಸದಸ್ಯರು ಕೆಲಸಕ್ಕೆ ಬರಬಹುದು. ಕೂಲಿ ಹಣವನ್ನು ನೇರವಾಗಿ ಬ್ಯಾಂಕ್ ಖಾತೆಗೆ ಜಮಾ ಮಾಡಲಾಗುತ್ತದೆ. ಉದ್ಯೋಗ ಚೀಟಿ ಇಲ್ಲದವರು ಗ್ರಾಮ ಪಂಚಾಯಿತಿಗೆ ಅರ್ಜಿ ಸಲ್ಲಿಸಿ ಪಡೆದುಕೊಳ್ಳಬೇಕು. ಕಾಮಗಾರಿ ಸ್ಥಳದಲ್ಲಿ ಕುಡಿಯುವ ನೀರು, ನೆರಳು, ಪ್ರಥಮ ಚಿಕಿತ್ಸೆ ವ್ಯವಸ್ಥೆ ಕಲ್ಪಿಸಲಾಗುವುದು ಎಂದರು. ಗ್ರಾಮ ಪಂಚಾಯಿತಿ ಅಧ್ಯಕ್ಷರು, ಸದಸ್ಯರು, ಸಿಬ್ಬಂದಿ ವರ್ಗದವರು ಹಾಗೂ ಗ್ರಾಮಸ್ಥರು ಪಾಲ್ಗೊಂಡಿದ್ದರು. ಚಿಣ್ಣರ ತಂಗುದಾಣ, bbox=[514, 958, 600, 1129]
city-label: ಹುಬ್ಬಳ್ಳಿ bbox=[28, 66, 47, 75]
tulabhara-scene bbox=[592, 1230, 752, 1296]
logo-mark-icon bbox=[722, 39, 740, 57]
feature-headline-2: ನೀಡುವುದು ಮುಖ್ಯ: ಸಂಕನೂರ bbox=[293, 389, 585, 422]
pak-protesters bbox=[602, 798, 828, 884]
migration-rally bbox=[604, 980, 768, 1018]
sidebar-brand bbox=[30, 95, 194, 133]
campaign-photo bbox=[672, 662, 916, 742]
wedding-crowd bbox=[207, 174, 439, 254]
migration-text-3: ನರಗುಂದ: ಬೇಸಿಗೆಯ ಅವಧಿಯಲ್ಲಿ ಗ್ರಾಮೀಣ ಕೂಲಿಕಾರರು ಉದ್ಯೋಗ ಅರಸಿ ನಗರಗಳಿಗೆ ವಲಸೆ ಹೋಗುವುದನ್ನು ತಪ್ಪಿಸಲು ನರೇಗಾ ಯೋಜನೆಯಡಿ ನಿಮ್ಮೂರಲ್ಲೇ ಕೆಲಸ ನೀಡಲಾಗುತ್ತಿದೆ ಎಂದು ತಾಲೂಕು ಪಂಚಾಯಿತಿ ಕಾರ್ಯನಿರ್ವಾಹಕ ಅಧಿಕಾರಿ ಇನಾಮದಾರ ಹೇಳಿದರು. ಗ್ರಾಮದಲ್ಲಿ ನಡೆದ ಜಾಗೃತಿ ಜಾಥಾ ಕಾರ್ಯಕ್ರಮದಲ್ಲಿ ಮಾತನಾಡಿದ ಅವರು, ಕುಟುಂಬದ ಎಲ್ಲ ಸದಸ್ಯರು ಕೆಲಸಕ್ಕೆ ಬರಬಹುದು. ಕೂಲಿ ಹಣವನ್ನು ನೇರವಾಗಿ ಬ್ಯಾಂಕ್ ಖಾತೆಗೆ ಜಮಾ ಮಾಡಲಾಗುತ್ತದೆ. ಉದ್ಯೋಗ ಚೀಟಿ ಇಲ್ಲದವರು ಗ್ರಾಮ ಪಂಚಾಯಿತಿಗೆ ಅರ್ಜಿ ಸಲ್ಲಿಸಿ ಪಡೆದುಕೊಳ್ಳಬೇಕು. ಕಾಮಗಾರಿ ಸ್ಥಳದಲ್ಲಿ ಕುಡಿಯುವ ನೀರು, ನೆರಳು, ಪ್ರಥಮ ಚಿಕಿತ್ಸೆ ವ್ಯವಸ್ಥೆ ಕಲ್ಪಿಸಲಾಗುವುದು ಎಂದರು. ಗ್ರಾಮ ಪಂಚಾಯಿತಿ ಅಧ್ಯಕ್ಷರು, ಸದಸ್ಯರು, ಸಿಬ್ಬಂದಿ ವರ್ಗದವರು ಹಾಗೂ ಗ್ರಾಮಸ್ಥರು ಪಾಲ್ಗೊಂಡಿದ್ದರು. ಚಿಣ್ಣರ ತಂಗುದಾಣ, ಕೂಸಿನ ಮನೆ ವ್ಯವಸ್ಥೆಯನ್ನೂ ಮಾಡಲಾಗಿದೆ. bbox=[772, 958, 916, 1069]
feature-campaign-rule bbox=[665, 328, 666, 742]
registration-dots-left bbox=[88, 1442, 114, 1447]
women-text: ಗದಗ: ಮಹಿಳಾ ದಿನಾಚರಣೆ ಹಿನ್ನೆಲೆಯಲ್ಲಿ ಜಿಲ್ಲಾ ಸಮಿತಿಯಿಂದ ಹಮ್ಮಿಕೊಂಡಿದ್ದ ಕಾರ್ಯಕ್ರಮದಲ್ಲಿ ಜಿಲ್ಲಾಧಿಕಾರಿ ಸಿ.ಎನ್. ಶ್ರೀಧರ ಮಾತನಾಡಿ, ಜೀವನದ ಪ್ರತಿಯೊಂದು ಹಂತದಲ್ಲಿಯೂ ಮಹಿಳೆಯರ ಪಾತ್ರ ಅನನ್ಯವಾಗಿದೆ. ತಾಯಿಯಾಗಿ, ಸಹೋದರಿಯಾಗಿ, ಪತ್ನಿಯಾಗಿ ಕುಟುಂಬವನ್ನು ಮುನ್ನಡೆಸುವ ಶಕ್ತಿ ಮಹಿಳೆಯದು. ಇಂದು ಮಹಿಳೆಯರು ಎಲ್ಲ ಕ್ಷೇತ್ರಗಳಲ್ಲಿ ಸಾಧನೆ ಮಾಡುತ್ತಿದ್ದಾರೆ. ಸರ್ಕಾರ ಮಹಿಳೆಯರ ಸಬಲೀಕರಣಕ್ಕಾಗಿ ಹಲವಾರು ಯೋಜನೆಗಳನ್ನು ಜಾರಿಗೆ ತಂದಿದೆ. ಅವುಗಳ ಸದುಪಯೋಗ ಪಡೆದುಕೊಳ್ಳಬೇಕು ಎಂದು ಸಲಹೆ ನೀಡಿದರು. ವಿವಿಧ ಕ್ಷೇತ್ರದಲ್ಲಿ ಸಾಧನೆ ಮಾಡಿದ ಮಹಿಳೆಯರನ್ನು ಸನ್ಮಾನಿಸಲಾಯಿತು. ಜಿಲ್ಲಾ ಪಂಚಾಯತ್ ಮುಖ್ಯ ಕಾರ್ಯನಿರ್ವಾಹಕ ಅಧಿಕಾರಿ, ಮಹಿಳಾ ಮತ್ತು ಮಕ್ಕಳ ಕಲ್ಯಾಣ ಇಲಾಖೆಯ ಉಪನಿರ್ದೇಶಕರು, ಪೊಲೀಸ್ ವರಿಷ್ಠಾಧಿಕಾರಿ ಹಾಗೂ ಇತರ ಗಣ್ಯರು ಉಪಸ್ಥಿತರಿದ್ದರು. ಮಹಿಳೆಯರು ಆರ್ಥಿಕವಾಗಿ ಸ್ವಾವಲಂಬಿಗಳಾಗಬೇಕು. ಶಿಕ್ಷಣವೇ ಸಬಲೀಕರಣದ ಮೊದಲ ಹೆಜ್ಜೆ. ಹೆಣ್ಣು ಮಕ್ಕಳನ್ನು ಶಾಲೆಗೆ ಕಳುಹಿಸಿ ಉನ್ನತ ಶಿಕ್ಷಣ ಕೊಡಿಸಬೇಕು ಎಂದು ಹೇಳಿದರು. ಕಾರ್ಯಕ್ರಮದಲ್ಲಿ ಅಂಗನವಾಡಿ ಕಾರ್ಯಕರ್ತೆಯರು, ಸ್ವಸಹಾಯ ಸಂಘಗಳ ಸದಸ್ಯೆಯರು ಭಾಗವಹಿಸಿದ್ದರು. bbox=[212, 790, 502, 866]
date-label: 5 ಮೇ 2025 bbox=[28, 51, 69, 61]
wedding-caption: ಗದಗ: ಕನ್ನಡ ಜಾಗೃತಿ ವೇದಿಕೆ ರಾಜ್ಯ ಹಾಗೂ ಗದಗ ಜಿಲ್ಲಾ ಘಟಕದ ಸಹಯೋಗದಲ್ಲಿ ಡಾ. ಬಿ.ಆರ್. ಅಂಬೇಡ್ಕರ್ ಹಾಗೂ ಬಸವ ಜಯಂತಿ ಅಂಗವಾಗಿ ಬೆಟಗೇರಿಯಲ್ಲಿ ಉಚಿತ ಸರ್ವಧರ್ಮ ಸಾಮೂಹಿಕ ವಿವಾಹ ಜರುಗಿತು. ಈ ವೇಳೆ ವೇದಿಕೆ ಪದಾಧಿಕಾರಿಗಳು ಹಾಗೂ ಗಣ್ಯರು ಹಾಜರಿದ್ದರು. bbox=[207, 256, 439, 322]
page-number: ೧೧ bbox=[730, 60, 748, 79]
quote-mark-icon: ❛❛ bbox=[424, 599, 445, 634]
top-rule-1 bbox=[444, 96, 445, 322]
s1-title: ಉಚಿತ ಸರ್ವಧರ್ಮ ಸಾಮೂಹಿಕ ವಿವಾಹ bbox=[47, 139, 177, 150]
s5-title: ಗೌರಮ್ಮ ಶಿರಹಟ್ಟಿ ನಿಧನ bbox=[74, 869, 150, 880]
stage-seated-figures bbox=[700, 154, 916, 244]
min-temp-block bbox=[520, 36, 550, 65]
registration-dots-right bbox=[602, 1442, 628, 1447]
campaign-title: ದುಡಿಯೋಣ ಬಾ ಅಭಿಯಾನಕ್ಕೆ ಚಾಲನೆ bbox=[672, 330, 820, 344]
campaign-text: ಲಕ್ಷ್ಮೇಶ್ವರ: ಮಹಾತ್ಮಗಾಂಧಿ ರಾಷ್ಟ್ರೀಯ ಗ್ರಾಮೀಣ ಉದ್ಯೋಗ ಖಾತ್ರಿ ಯೋಜನೆ ಯಡಿ 'ದುಡಿಯೋಣ ಬಾ' ಅಭಿಯಾನಕ್ಕೆ ತಾಲೂಕು ಪಂಚಾಯಿತಿ ಕಾರ್ಯನಿರ್ವಾಹಕ ಅಧಿಕಾರಿ ಚಾಲನೆ ನೀಡಿದರು. ಬಳಿಕ ಮಾತನಾಡಿದ ಅವರು, ಬೇಸಿಗೆ ಸಂದರ್ಭದಲ್ಲಿ ಗ್ರಾಮೀಣ ಜನರಿಗೆ ಉದ್ಯೋಗ ಒದಗಿಸುವ ಉದ್ದೇಶದಿಂದ ಈ ಅಭಿಯಾನ ಹಮ್ಮಿಕೊಳ್ಳಲಾಗಿದೆ. ಪ್ರತಿ ಕುಟುಂಬಕ್ಕೆ 100 ದಿನಗಳ ಕೆಲಸ ನೀಡಲಾಗುತ್ತದೆ. ದಿನಕ್ಕೆ 370 ರೂ. ಕೂಲಿ ನಿಗದಿಪಡಿಸಲಾಗಿದೆ. ಮಹಿಳೆಯರು ಹಾಗೂ ಪುರುಷರಿಗೆ ಸಮಾನ ಕೂಲಿ ನೀಡಲಾಗುತ್ತದೆ. ಗ್ರಾಮೀಣ ಜನರು ಉದ್ಯೋಗಕ್ಕಾಗಿ ವಲಸೆ ಹೋಗದೆ ಯೋಜನೆಯ ಸದುಪಯೋಗ ಪಡೆದುಕೊಳ್ಳಬೇಕು ಎಂದರು. ಕಾರ್ಯಕ್ರಮದಲ್ಲಿ ಗ್ರಾಮ ಪಂಚಾಯಿತಿ ಅಧ್ಯಕ್ಷರು, ಸದಸ್ಯರು, ಪಿಡಿಒ ಹಾಗೂ ಕೂಲಿಕಾರರು ಭಾಗವಹಿಸಿದ್ದರು. ಜಾಬ್ ಕಾರ್ಡ್ ಹೊಂದಿದವರು ಕೆಲಸಕ್ಕೆ ಬೇಡಿಕೆ ಸಲ್ಲಿಸಬೇಕು. ಕಾಮಗಾರಿಗಳ ಗುಣಮಟ್ಟ ಕಾಪಾಡಬೇಕು ಎಂದು ಸೂಚಿಸಿದರು. ಅಭಿಯಾನದ ಅವಧಿಯಲ್ಲಿ ಮನೆ ಮನೆಗೆ ತೆರಳಿ ಜಾಗೃತಿ ಮೂಡಿಸಲಾಗುವುದು. ಕೆರೆ ಹೂಳೆತ್ತುವುದು, ಬದು ನಿರ್ಮಾಣ, ಕೃಷಿ ಹೊಂಡ ಸೇರಿದಂತೆ ವಿವಿಧ ಕಾಮಗಾರಿಗಳನ್ನು ಕೈಗೆತ್ತಿಕೊಳ್ಳಲಾಗುವುದು. ನರೇಗಾ ಯೋಜನೆಯಡಿ 2025-26ನೇ ಸಾಲಿನಲ್ಲಿ ಮಹಿಳಾ ಭಾಗವಹಿಸುವಿಕೆ ಹೆಚ್ಚಿಸುವ ಗುರಿ ಹೊಂದಲಾಗಿದೆ ಎಂದು ತಿಳಿಸಿದರು. bbox=[672, 352, 916, 445]
s3-text: ಗದಗ: 2024-25ನೇ ಸಾಲಿನ ಎಸ್ಎಸ್ಎಲ್‌ಸಿ ಪರೀಕ್ಷಾ ಫಲಿತಾಂಶ ಪ್ರಕಟವಾಗಿದ್ದು, ನಗರದ ಸೈಂಟ್ ಜಾನ್ಸ್ ಪ್ರೌಢ ಶಾಲೆಯ ವಿದ್ಯಾರ್ಥಿನಿ 625ಕ್ಕೆ 621 ಅಂಕಗಳನ್ನು ಗಳಿಸಿ ರಾಜ್ಯಕ್ಕೆ 6ನೇ ರ್‍ಯಾಂಕ್ ಪಡೆದಿದ್ದಾಳೆ. ಶಾಲೆಯ ಫಲಿತಾಂಶ ಶೇ.98 ರಷ್ಟು ಬಂದಿದೆ. ಪ್ರಥಮ ದರ್ಜೆಯಲ್ಲಿ ಬಹುತೇಕ ವಿದ್ಯಾರ್ಥಿಗಳು ಉತ್ತೀರ್ಣರಾಗಿದ್ದಾರೆ. ಸಾಧಕ ವಿದ್ಯಾರ್ಥಿಗಳನ್ನು ಶಾಲಾ ಆಡಳಿತ ಮಂಡಳಿ ಸನ್ಮಾನಿಸಿ ಗೌರವಿಸಿತು. bbox=[30, 573, 194, 623]
women-group bbox=[212, 1068, 502, 1130]
seer-and-devotees bbox=[756, 1224, 916, 1296]
paper-name: ಹೊಸ ದಿಗಂತ bbox=[746, 37, 817, 56]
birthday-photo-right bbox=[756, 1190, 916, 1296]
women-title-1: ಜೀವನದಲ್ಲಿ ಮಹಿಳೆಯರ ಪಾತ್ರ bbox=[212, 751, 347, 767]
women-photo bbox=[212, 1038, 502, 1130]
s5-text: ಲಕ್ಷ್ಮೇಶ್ವರ: ಪಟ್ಟಣದ ನಿವಾಸಿ ಗೌರಮ್ಮ ಶಿರಹಟ್ಟಿ (85) ಅನಾರೋಗ್ಯದಿಂದ ಭಾನುವಾರ ನಿಧನರಾದರು. ಮೃತರಿಗೆ ಪುತ್ರರು, ಪುತ್ರಿಯರು ಹಾಗೂ ಅಪಾರ ಬಂಧು ಬಳಗವಿದೆ. ಅಂತ್ಯಕ್ರಿಯೆ ಸೋಮವಾರ ನೆರವೇರಲಿದೆ. ಹಲವು ಗಣ್ಯರು ಸಂತಾಪ ಸೂಚಿಸಿದ್ದಾರೆ. bbox=[30, 886, 116, 945]
caste-photo-right bbox=[310, 1168, 460, 1310]
hand-icon bbox=[30, 95, 60, 131]
wedding-photo bbox=[207, 94, 439, 254]
temp-divider bbox=[516, 38, 517, 68]
seated-dignitaries bbox=[424, 524, 660, 598]
campaign-crowd bbox=[672, 696, 916, 742]
date-box bbox=[28, 36, 108, 64]
jatre-text: ಲಕ್ಷ್ಮೇಶ್ವರ: ಪಟ್ಟಣದ ಐತಿಹಾಸಿಕ ಶ್ರೀ ಸೋಮೇಶ್ವರ ದೇವಸ್ಥಾನದ ಜಾತ್ರಾ ಮಹೋತ್ಸವವು ಮೇ 7ರಿಂದ ಪ್ರಾರಂಭಗೊಳ್ಳಲಿದ್ದು, ವಿವಿಧ ಧಾರ್ಮಿಕ ಕಾರ್ಯಕ್ರಮಗಳು ನಡೆಯಲಿವೆ. ಜಾತ್ರೆಯ ಅಂಗವಾಗಿ ರುದ್ರಾಭಿಷೇಕ, ಮಹಾಪೂಜೆ, ಭಜನೆ ಹಾಗೂ ಸಾಂಸ್ಕೃತಿಕ ಕಾರ್ಯಕ್ರಮಗಳು ಜರುಗಲಿವೆ. ಮೇ 9ರಂದು ರಥೋತ್ಸವ ನಡೆಯಲಿದ್ದು, ಭಕ್ತರು ಆಗಮಿಸಿ ಕಾರ್ಯಕ್ರಮವನ್ನು ಯಶಸ್ವಿಗೊಳಿಸಬೇಕು ಎಂದು ಜಾತ್ರಾ ಸಮಿತಿ ಪ್ರಕಟಣೆಯಲ್ಲಿ ತಿಳಿಸಿದೆ. ಉಚಿತ ಪ್ರಸಾದ ವ್ಯವಸ್ಥೆ ಮಾಡಲಾಗಿದ್ದು, ಎಲ್ಲ ಸಿದ್ಧತೆಗಳು ಪೂರ್ಣಗೊಂಡಿವೆ. ಅನ್ನಸಂತರ್ಪಣೆ, ಕುಸ್ತಿ ಪಂದ್ಯ, ಭಜನಾ ಮೇಳ ಹಾಗೂ ನಾಟಕ ಪ್ರದರ್ಶನ ಏರ್ಪಡಿಸಲಾಗಿದೆ. ಸೇವಾ ಟ್ರಸ್ಟ್ ವತಿಯಿಂದ ಸಕಲ ವ್ಯವಸ್ಥೆ ಕಲ್ಪಿಸಲಾಗಿದೆ. bbox=[450, 111, 690, 161]
min-temp-value: 27 bbox=[523, 44, 547, 65]
quote-byline: ಎಸ್.ವಿ. ಸಂಕನೂರ, ವಿಧಾನ ಪರಿಷತ್ ಶಾಸಕ bbox=[482, 659, 577, 667]
feature-kicker: ಮಹರ್ಷಿ ಶ್ರೀ ಭಗೀರಥರ ಜಯಂತಿ ಆಚರಣೆ bbox=[212, 330, 404, 346]
